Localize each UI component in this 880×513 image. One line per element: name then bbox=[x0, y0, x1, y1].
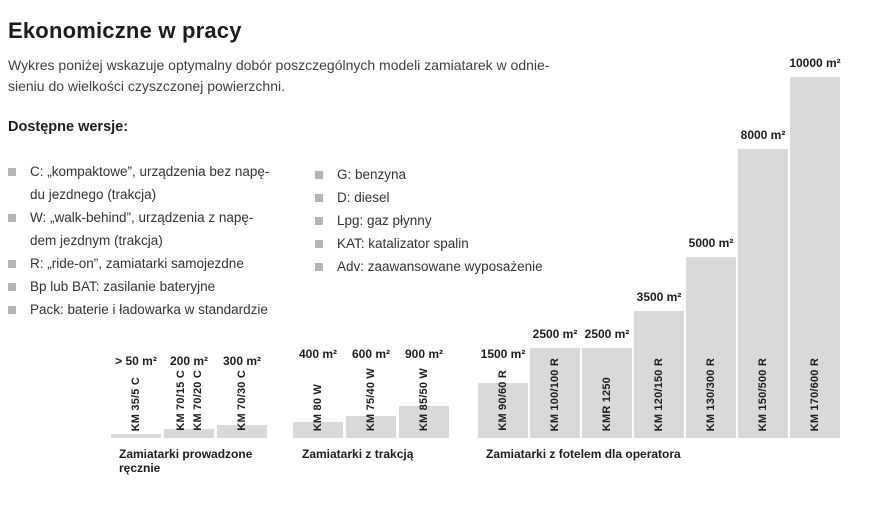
bar-model-label: KM 150/500 R bbox=[757, 357, 769, 431]
bar-model-labels bbox=[634, 358, 684, 431]
bar-model-label: KM 120/150 R bbox=[653, 357, 665, 431]
bar-area-label: 600 m² bbox=[351, 347, 391, 361]
bar-model-labels bbox=[790, 358, 840, 431]
legend-item-line: G: benzyna bbox=[337, 167, 407, 182]
bar-area-label: > 50 m² bbox=[115, 354, 157, 368]
bar-model-label: KMR 1250 bbox=[601, 376, 613, 431]
bar-area-label: 300 m² bbox=[222, 354, 262, 368]
chart-bar-cell bbox=[293, 53, 343, 438]
bar-area-label: 400 m² bbox=[298, 347, 338, 361]
legend-item-line: Pack: baterie i ładowarka w standardzie bbox=[30, 302, 268, 317]
legend-item-line: D: diesel bbox=[337, 190, 390, 205]
chart-bar-cell bbox=[111, 53, 161, 438]
bar-area-label: 8000 m² bbox=[740, 128, 786, 142]
bar-area-label: 1500 m² bbox=[480, 347, 526, 361]
bar-model-labels bbox=[478, 370, 528, 431]
group-caption-text: Zamiatarki z trakcją bbox=[302, 447, 414, 461]
bar-area-label: 10000 m² bbox=[789, 56, 841, 70]
bar-model-label: KM 100/100 R bbox=[549, 357, 561, 431]
chart-bar-cell bbox=[164, 53, 214, 438]
bar-model-label: KM 70/20 C bbox=[191, 370, 204, 431]
intro-line: sieniu do wielkości czyszczonej powierzchni. bbox=[8, 78, 286, 94]
bar-model-label: KM 80 W bbox=[312, 383, 324, 431]
bar-model-labels bbox=[686, 358, 736, 431]
intro-line: Wykres poniżej wskazuje optymalny dobór poszczególnych modeli zamiatarek w odnie- bbox=[8, 57, 550, 73]
bar-model-labels bbox=[293, 384, 343, 431]
bar-model-labels bbox=[217, 370, 267, 431]
legend-item-line: C: „kompaktowe”, urządzenia bez napę- bbox=[30, 164, 270, 179]
bar-model-labels bbox=[399, 368, 449, 431]
legend-item-line: dem jezdnym (trakcja) bbox=[30, 233, 163, 248]
bar-area-label: 900 m² bbox=[404, 347, 444, 361]
bar-model-labels bbox=[530, 358, 580, 431]
bar-model-label: KM 90/60 R bbox=[497, 370, 509, 431]
group-caption bbox=[477, 442, 839, 479]
chart-bar-cell bbox=[346, 53, 396, 438]
bar-model-label: KM 85/50 W bbox=[418, 367, 430, 431]
legend-item-line: KAT: katalizator spalin bbox=[337, 236, 469, 251]
bar-model-labels bbox=[111, 377, 161, 431]
bar-model-labels bbox=[346, 368, 396, 431]
legend-item-line: Lpg: gaz płynny bbox=[337, 213, 432, 228]
legend-item-line: Adv: zaawansowane wyposażenie bbox=[337, 259, 543, 274]
bar-area-label: 2500 m² bbox=[532, 327, 578, 341]
legend-item-line: du jezdnego (trakcja) bbox=[30, 187, 157, 202]
chart-bar-cell bbox=[399, 53, 449, 438]
bar-model-labels bbox=[164, 370, 214, 431]
bar-model-label: KM 70/15 C bbox=[174, 370, 187, 431]
legend-item-line: R: „ride-on”, zamiatarki samojezdne bbox=[30, 256, 244, 271]
bar-area-label: 5000 m² bbox=[688, 236, 734, 250]
group-caption-text: Zamiatarki prowadzone ręcznie bbox=[119, 447, 253, 475]
versions-heading: Dostępne wersje: bbox=[8, 119, 129, 135]
group-caption-text: Zamiatarki z fotelem dla operatora bbox=[486, 447, 681, 461]
group-caption bbox=[110, 442, 266, 479]
page-title: Ekonomiczne w pracy bbox=[8, 18, 242, 43]
chart-bar-cell bbox=[686, 53, 736, 438]
chart-bar-cell bbox=[790, 53, 840, 438]
bar-model-label: KM 70/30 C bbox=[236, 370, 248, 431]
bar-area-label: 3500 m² bbox=[636, 290, 682, 304]
chart-bar bbox=[111, 434, 161, 438]
legend-item-line: Bp lub BAT: zasilanie bateryjne bbox=[30, 279, 216, 294]
legend-item-line: W: „walk-behind”, urządzenia z napę- bbox=[30, 210, 254, 225]
bar-model-label: KM 130/300 R bbox=[705, 357, 717, 431]
group-caption bbox=[293, 442, 454, 479]
chart-bar-cell bbox=[634, 53, 684, 438]
chart-bar-cell bbox=[738, 53, 788, 438]
chart-bar-cell bbox=[217, 53, 267, 438]
chart-bar-cell bbox=[530, 53, 580, 438]
bar-model-label: KM 75/40 W bbox=[365, 367, 377, 431]
bar-area-label: 200 m² bbox=[169, 354, 209, 368]
bar-model-label: KM 35/5 C bbox=[130, 376, 142, 431]
chart-bar-cell bbox=[582, 53, 632, 438]
bar-model-labels bbox=[582, 377, 632, 431]
bar-model-label: KM 170/600 R bbox=[809, 357, 821, 431]
bar-area-label: 2500 m² bbox=[584, 327, 630, 341]
bar-model-labels bbox=[738, 358, 788, 431]
chart-bar-cell bbox=[478, 53, 528, 438]
